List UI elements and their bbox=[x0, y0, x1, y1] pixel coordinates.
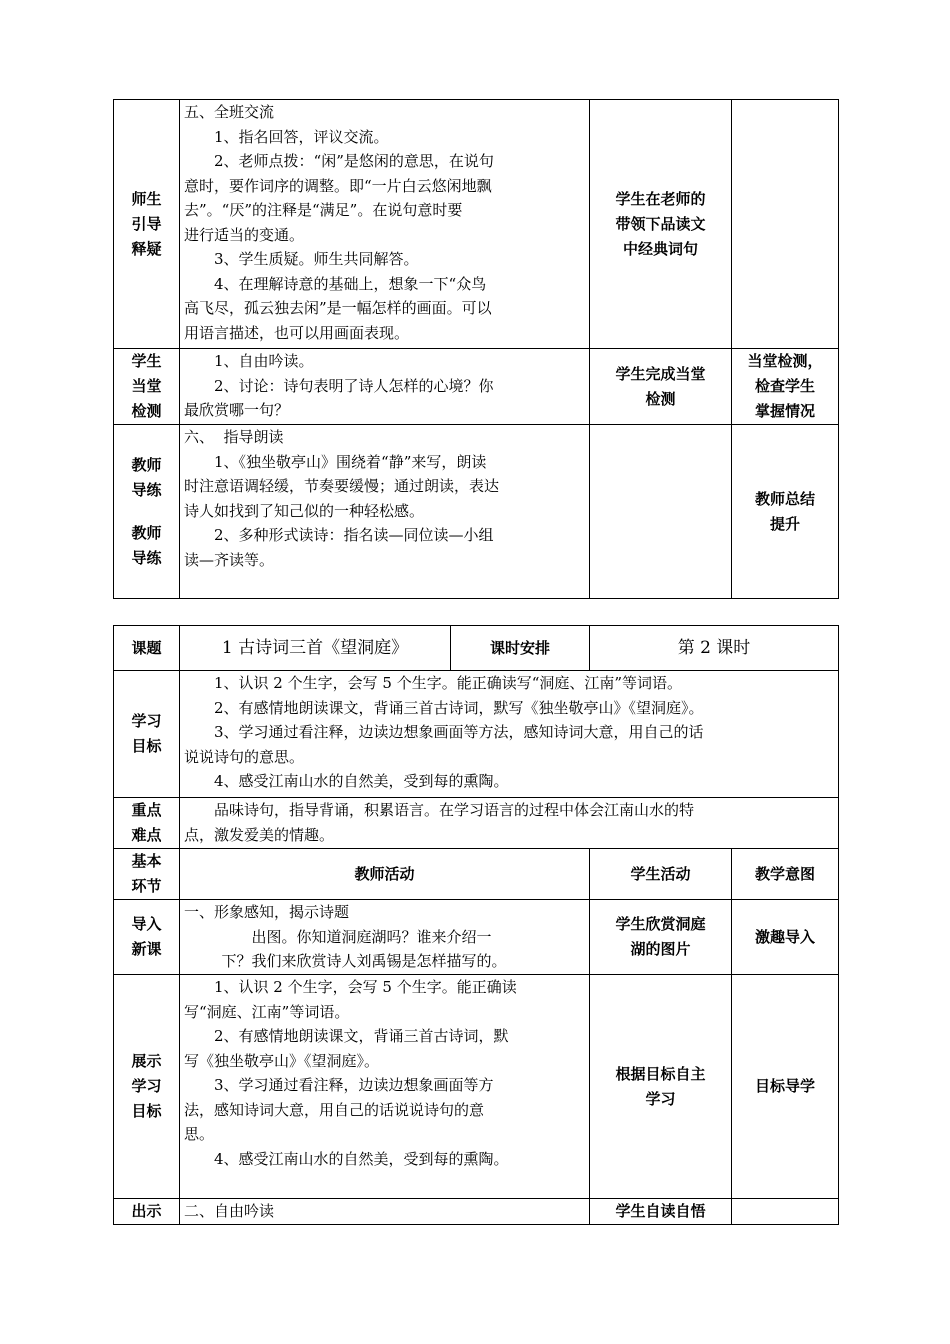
text-line: 写《独坐敬亭山》《望洞庭》。 bbox=[184, 1051, 380, 1070]
section-label bbox=[114, 425, 180, 599]
text-line: 掌握情况 bbox=[754, 402, 815, 420]
label-line: 释疑 bbox=[131, 239, 162, 258]
text-line: 时注意语调轻缓，节奏要缓慢；通过朗读，表达 bbox=[184, 477, 500, 495]
label-line: 出示 bbox=[131, 1202, 162, 1220]
table-row bbox=[114, 100, 839, 349]
student-activity bbox=[590, 1199, 732, 1225]
text-line: 2、讨论：诗句表明了诗人怎样的心境？你 bbox=[214, 376, 494, 395]
text-line: 4、感受江南山水的自然美，受到每的熏陶。 bbox=[214, 772, 509, 790]
table-row bbox=[114, 798, 839, 849]
key-label bbox=[114, 798, 180, 849]
text-line: 说说诗句的意思。 bbox=[184, 747, 305, 766]
text-line: 高飞尽，孤云独去闲”是一幅怎样的画面。可以 bbox=[184, 299, 492, 317]
text-line: 1、认识 2 个生字，会写 5 个生字。能正确读 bbox=[214, 978, 517, 996]
teacher-activity bbox=[180, 349, 590, 425]
section-label bbox=[114, 975, 180, 1199]
text-line: 六、 指导朗读 bbox=[184, 428, 284, 446]
text-line: 提升 bbox=[769, 514, 800, 533]
text-line: 五、全班交流 bbox=[184, 103, 275, 121]
section-header bbox=[114, 849, 180, 900]
student-activity bbox=[590, 100, 732, 349]
label-line: 学生 bbox=[131, 352, 162, 370]
text-line: 2、有感情地朗读课文，背诵三首古诗词，默写《独坐敬亭山》《望洞庭》。 bbox=[214, 698, 704, 717]
text-line: 3、学生质疑。师生共同解答。 bbox=[214, 250, 419, 268]
text-line: 品味诗句，指导背诵，积累语言。在学习语言的过程中体会江南山水的特 bbox=[214, 801, 695, 819]
text-line: 学生欣赏洞庭 bbox=[615, 915, 706, 933]
intent-header: 教学意图 bbox=[732, 849, 839, 900]
text-line: 出图。你知道洞庭湖吗？谁来介绍一 bbox=[251, 927, 492, 946]
teacher-activity bbox=[180, 975, 590, 1199]
teaching-intent bbox=[732, 1199, 839, 1225]
teacher-activity bbox=[180, 1199, 590, 1225]
goals-content bbox=[180, 671, 839, 798]
text-line: 学生自读自悟 bbox=[615, 1202, 706, 1220]
label-line: 基本 bbox=[131, 852, 162, 870]
text-line: 学生在老师的 bbox=[615, 189, 706, 208]
section-label bbox=[114, 1199, 180, 1225]
text-line: 最欣赏哪一句？ bbox=[184, 401, 290, 419]
teacher-activity bbox=[180, 900, 590, 975]
key-content bbox=[180, 798, 839, 849]
text-line: 检查学生 bbox=[754, 377, 815, 395]
text-line: 中经典词句 bbox=[622, 239, 698, 258]
text-line: 下？我们来欣赏诗人刘禹锡是怎样描写的。 bbox=[221, 952, 507, 970]
teaching-intent bbox=[732, 100, 839, 349]
text-line: 意时，要作词序的调整。即“一片白云悠闲地飘 bbox=[184, 176, 492, 195]
teaching-intent bbox=[732, 425, 839, 599]
text-line: 2、有感情地朗读课文，背诵三首古诗词，默 bbox=[214, 1027, 509, 1045]
label-line: 环节 bbox=[131, 877, 162, 895]
student-activity bbox=[590, 349, 732, 425]
section-label bbox=[114, 349, 180, 425]
text-line: 湖的图片 bbox=[630, 940, 691, 958]
student-activity bbox=[590, 900, 732, 975]
lesson-table-1 bbox=[113, 99, 839, 599]
teaching-intent bbox=[732, 975, 839, 1199]
label-line: 目标 bbox=[131, 737, 162, 755]
section-label bbox=[114, 100, 180, 349]
text-line: 激趣导入 bbox=[754, 927, 815, 946]
table-row bbox=[114, 1199, 839, 1225]
label-line: 导入 bbox=[131, 915, 162, 933]
table-row bbox=[114, 671, 839, 798]
text-line: 3、学习通过看注释，边读边想象画面等方 bbox=[214, 1076, 494, 1094]
text-line: 1、指名回答，评议交流。 bbox=[214, 127, 389, 146]
teacher-header: 教师活动 bbox=[180, 849, 590, 900]
label-line: 引导 bbox=[131, 214, 162, 233]
topic-value: 1 古诗词三首《望洞庭》 bbox=[180, 626, 451, 671]
table-row bbox=[114, 975, 839, 1199]
student-header: 学生活动 bbox=[590, 849, 732, 900]
label-line: 当堂 bbox=[131, 377, 162, 395]
label-line: 教师 bbox=[131, 455, 162, 474]
student-activity bbox=[590, 425, 732, 599]
text-line: 写“洞庭、江南”等词语。 bbox=[184, 1002, 350, 1021]
goals-label bbox=[114, 671, 180, 798]
section-label bbox=[114, 900, 180, 975]
text-line: 点，激发爱美的情趣。 bbox=[184, 825, 335, 844]
schedule-label: 课时安排 bbox=[451, 626, 590, 671]
text-line: 4、感受江南山水的自然美，受到每的熏陶。 bbox=[214, 1149, 509, 1168]
text-line: 去”。“厌”的注释是“满足”。在说句意时要 bbox=[184, 201, 463, 219]
text-line: 带领下品读文 bbox=[615, 214, 706, 233]
teacher-activity bbox=[180, 100, 590, 349]
text-line: 1、自由吟读。 bbox=[214, 352, 314, 370]
text-line: 教师总结 bbox=[754, 489, 815, 508]
text-line: 二、自由吟读 bbox=[184, 1202, 275, 1220]
table-row bbox=[114, 425, 839, 599]
text-line: 学习 bbox=[645, 1089, 676, 1108]
label-line: 导练 bbox=[131, 480, 162, 499]
label-line: 目标 bbox=[131, 1102, 162, 1120]
label-line: 导练 bbox=[131, 548, 162, 567]
text-line: 法，感知诗词大意，用自己的话说说诗句的意 bbox=[184, 1100, 485, 1119]
text-line: 用语言描述，也可以用画面表现。 bbox=[184, 323, 410, 342]
text-line: 读—齐读等。 bbox=[184, 550, 275, 569]
label-line: 展示 bbox=[131, 1052, 162, 1070]
text-line: 进行适当的变通。 bbox=[184, 225, 305, 244]
text-line: 检测 bbox=[645, 389, 676, 408]
text-line: 诗人如找到了知己似的一种轻松感。 bbox=[184, 501, 425, 520]
table-row bbox=[114, 900, 839, 975]
label-line: 师生 bbox=[131, 189, 162, 208]
table-header-row bbox=[114, 849, 839, 900]
label-line: 学习 bbox=[131, 1077, 162, 1095]
teaching-intent bbox=[732, 349, 839, 425]
text-line: 3、学习通过看注释，边读边想象画面等方法，感知诗词大意，用自己的话 bbox=[214, 723, 704, 741]
label-line: 学习 bbox=[131, 712, 162, 730]
text-line: 1、认识 2 个生字，会写 5 个生字。能正确读写“洞庭、江南”等词语。 bbox=[214, 674, 683, 692]
text-line: 一、形象感知，揭示诗题 bbox=[184, 903, 350, 921]
lesson-table-2 bbox=[113, 625, 839, 1225]
student-activity bbox=[590, 975, 732, 1199]
text-line: 目标导学 bbox=[754, 1077, 815, 1095]
label-line: 难点 bbox=[131, 826, 162, 844]
text-line: 4、在理解诗意的基础上，想象一下“众鸟 bbox=[214, 274, 487, 293]
text-line: 思。 bbox=[184, 1125, 215, 1143]
table-row bbox=[114, 349, 839, 425]
teacher-activity bbox=[180, 425, 590, 599]
label-line: 检测 bbox=[131, 402, 162, 420]
text-line: 2、老师点拨：“闲”是悠闲的意思，在说句 bbox=[214, 152, 494, 170]
text-line: 2、多种形式读诗：指名读—同位读—小组 bbox=[214, 526, 494, 544]
label-line: 重点 bbox=[131, 801, 162, 819]
teaching-intent bbox=[732, 900, 839, 975]
text-line: 当堂检测， bbox=[747, 352, 823, 370]
table-row bbox=[114, 626, 839, 671]
schedule-value: 第 2 课时 bbox=[590, 626, 839, 671]
text-line: 1、《独坐敬亭山》围绕着“静”来写，朗读 bbox=[214, 452, 487, 471]
text-line: 学生完成当堂 bbox=[615, 364, 706, 383]
topic-label: 课题 bbox=[114, 626, 180, 671]
label-line: 新课 bbox=[131, 940, 162, 958]
text-line: 根据目标自主 bbox=[615, 1064, 706, 1083]
label-line: 教师 bbox=[131, 523, 162, 542]
